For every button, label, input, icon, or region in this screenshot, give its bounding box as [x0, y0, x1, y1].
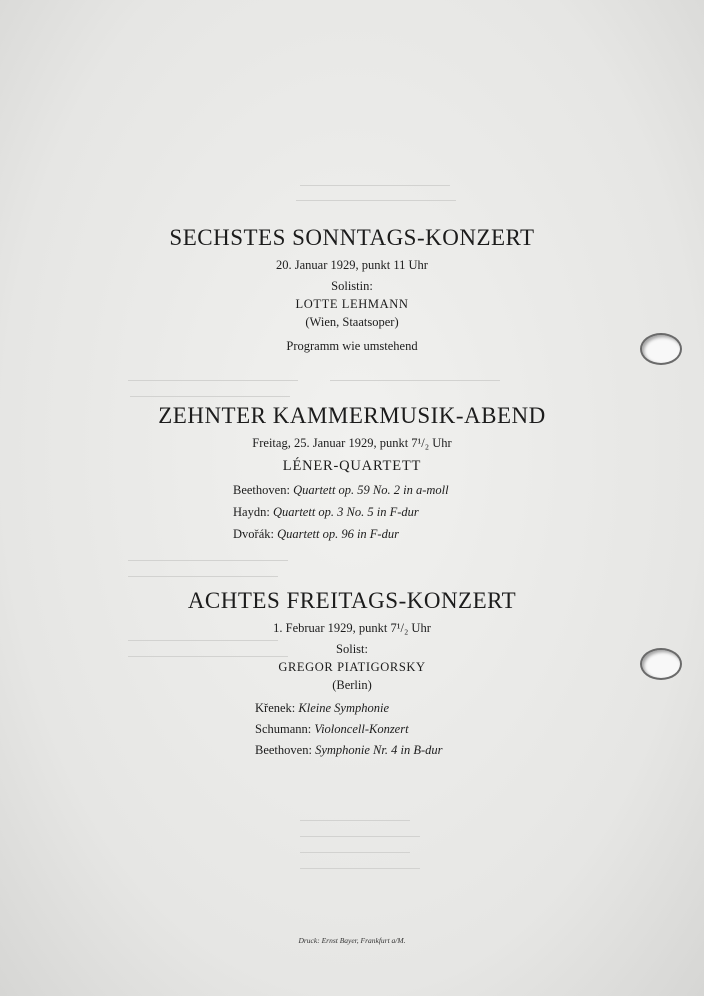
composer: Beethoven:	[255, 743, 312, 757]
concert1-title: SECHSTES SONNTAGS-KONZERT	[169, 225, 535, 250]
composer: Haydn:	[233, 505, 270, 519]
concert2-date: Freitag, 25. Januar 1929, punkt 7¹/₂ Uhr	[252, 436, 452, 450]
concert3-program-item	[255, 743, 443, 758]
work: Quartett op. 3 No. 5 in F-dur	[272, 505, 419, 519]
composer: Beethoven:	[233, 483, 290, 497]
concert3-program-item	[255, 701, 389, 716]
concert1-date: 20. Januar 1929, punkt 11 Uhr	[276, 258, 428, 272]
composer: Dvořák:	[233, 527, 274, 541]
concert3-soloist: GREGOR PIATIGORSKY	[278, 660, 426, 674]
concert3-title: ACHTES FREITAGS-KONZERT	[187, 588, 517, 613]
work: Kleine Symphonie	[298, 701, 389, 715]
concert2-program-item	[233, 527, 399, 542]
concert2-program-item	[233, 483, 449, 498]
printer-imprint: Druck: Ernst Bayer, Frankfurt a/M.	[298, 936, 406, 945]
concert3-soloist-label: Solist:	[336, 642, 368, 656]
concert2-title: ZEHNTER KAMMERMUSIK-ABEND	[158, 403, 546, 428]
concert3-soloist-origin: (Berlin)	[332, 678, 372, 692]
concert1-soloist: LOTTE LEHMANN	[295, 297, 409, 311]
concert2-program-item	[233, 505, 419, 520]
concert1-soloist-origin: (Wien, Staatsoper)	[305, 315, 399, 329]
work: Quartett op. 59 No. 2 in a-moll	[293, 483, 449, 497]
composer: Schumann:	[255, 722, 312, 736]
work: Violoncell-Konzert	[314, 722, 409, 736]
concert3-program-item	[255, 722, 409, 737]
work: Symphonie Nr. 4 in B-dur	[315, 743, 443, 757]
concert1-note: Programm wie umstehend	[286, 339, 418, 353]
work: Quartett op. 96 in F-dur	[277, 527, 399, 541]
concert2-ensemble: LÉNER-QUARTETT	[282, 458, 422, 474]
concert1-soloist-label: Solistin:	[331, 279, 373, 293]
composer: Křenek:	[255, 701, 296, 715]
concert3-date: 1. Februar 1929, punkt 7¹/₂ Uhr	[273, 621, 431, 635]
